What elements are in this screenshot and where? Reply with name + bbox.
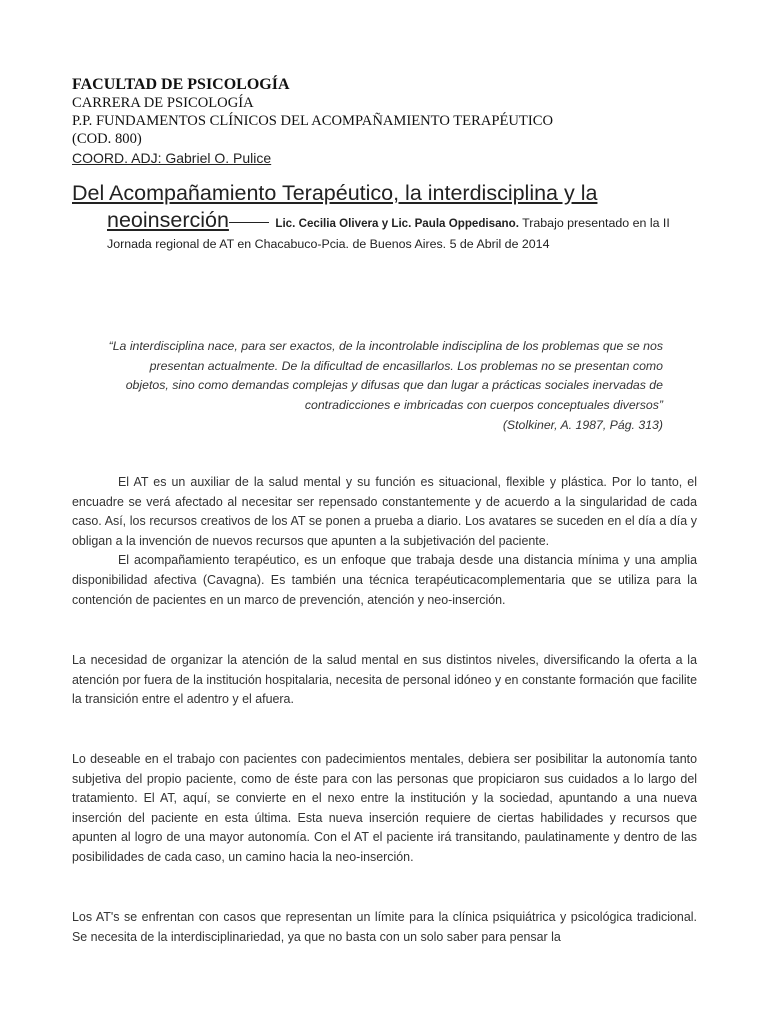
faculty-name: FACULTAD DE PSICOLOGÍA [72, 76, 290, 93]
presented-info: Trabajo presentado en la II [522, 216, 670, 230]
paragraph-5: Los AT's se enfrentan con casos que representan un límite para la clínica psiquiátrica y psicológica tradicional. Se necesita de la interdisciplinariedad, ya que no basta con un solo saber para pensar la [72, 910, 697, 944]
quote-citation: (Stolkiner, A. 1987, Pág. 313) [502, 417, 663, 432]
quote-text: “La interdisciplina nace, para ser exactos, de la incontrolable indisciplina de los problemas que se nos presentan actualmente. De la dificultad de encasillarlos. Los problemas no se presentan como objetos, sino como demandas complejas y difusas que dan lugar a prácticas sociales inervadas de contradicciones e imbricadas con cuerpos conceptuales diversos” [108, 339, 663, 413]
career-name: CARRERA DE PSICOLOGÍA [72, 95, 254, 111]
article-title-continued [107, 207, 712, 234]
paragraph-1: El AT es un auxiliar de la salud mental y su función es situacional, flexible y plástica. Por lo tanto, el encuadre se verá afectado al necesitar ser repensado constantemente y de acuerdo a la singularidad de cada caso. Así, los recursos creativos de los AT se ponen a prueba a diario. Los avatares se suceden en el día a día y obligan a la invención de nuevos recursos que apunten a la subjetivación del paciente. [72, 475, 697, 548]
article-title: Del Acompañamiento Terapéutico, la interdisciplina y la [72, 181, 598, 205]
body-section-1 [72, 473, 697, 610]
body-section-2 [72, 651, 697, 710]
article-title-word: neoinserción [107, 208, 229, 232]
title-underline-gap [229, 221, 269, 223]
article-authors: Lic. Cecilia Olivera y Lic. Paula Oppedisano. [275, 217, 519, 230]
subject-code: (COD. 800) [72, 131, 142, 147]
body-section-3 [72, 750, 697, 868]
paragraph-2: El acompañamiento terapéutico, es un enfoque que trabaja desde una distancia mínima y una amplia disponibilidad afectiva (Cavagna). Es también una técnica terapéuticacomplementaria que se utiliza para la contención de pacientes en un marco de prevención, atención y neo-inserción. [72, 553, 697, 607]
presented-info-continued: Jornada regional de AT en Chacabuco-Pcia. de Buenos Aires. 5 de Abril de 2014 [107, 237, 550, 251]
subject-name: P.P. FUNDAMENTOS CLÍNICOS DEL ACOMPAÑAMIENTO TERAPÉUTICO [72, 113, 553, 129]
paragraph-4: Lo deseable en el trabajo con pacientes con padecimientos mentales, debiera ser posibilitar la autonomía tanto subjetiva del propio paciente, como de éste para con las personas que propiciaron sus cuidados a lo largo del tratamiento. El AT, aquí, se convierte en el nexo entre la institución y la sociedad, apuntando a una nueva inserción del paciente en esta última. Esta nueva inserción requiere de ciertas habilidades y recursos que apunten al logro de una mayor autonomía. Con el AT el paciente irá transitando, paulatinamente y dentro de las posibilidades de cada caso, un camino hacia la neo-inserción. [72, 752, 697, 864]
article-title-block [72, 180, 712, 254]
epigraph-quote [108, 337, 663, 436]
body-section-4 [72, 908, 697, 947]
paragraph-3: La necesidad de organizar la atención de la salud mental en sus distintos niveles, diversificando la oferta a la atención por fuera de la institución hospitalaria, necesita de personal idóneo y en constante formación que facilite la transición entre el adentro y el afuera. [72, 653, 697, 707]
document-header [72, 75, 712, 168]
coordinator-link[interactable]: COORD. ADJ: Gabriel O. Pulice [72, 150, 272, 166]
